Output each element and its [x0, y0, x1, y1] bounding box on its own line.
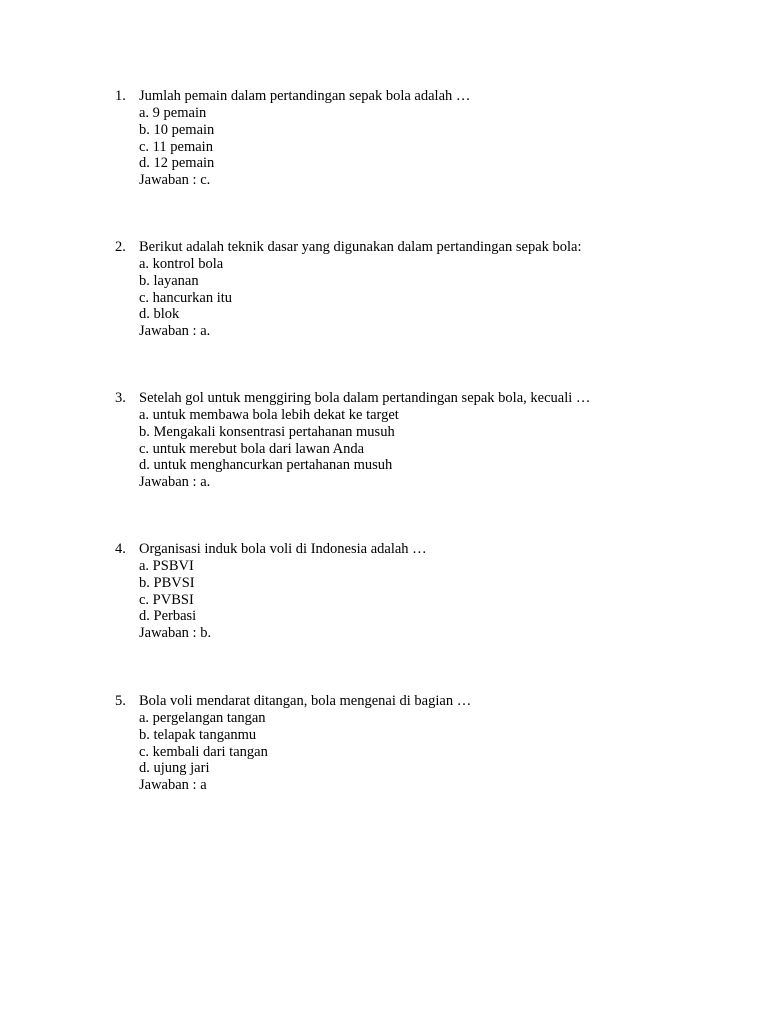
question-4	[115, 541, 735, 642]
option-list	[115, 558, 735, 625]
question-text: Bola voli mendarat ditangan, bola mengenai di bagian …	[139, 693, 472, 709]
question-text: Setelah gol untuk menggiring bola dalam pertandingan sepak bola, kecuali …	[139, 390, 591, 406]
option-a: a. pergelangan tangan	[139, 710, 266, 726]
question-5	[115, 693, 735, 794]
option-d: d. Perbasi	[139, 608, 197, 625]
question-line	[115, 88, 735, 105]
option-d: d. untuk menghancurkan pertahanan musuh	[139, 457, 393, 474]
question-line	[115, 693, 735, 710]
question-text: Berikut adalah teknik dasar yang digunakan dalam pertandingan sepak bola:	[139, 239, 582, 255]
option-list	[115, 105, 735, 172]
option-d: d. blok	[139, 306, 180, 323]
question-number: 3.	[115, 390, 126, 406]
question-number: 2.	[115, 239, 126, 255]
option-b: b. PBVSI	[139, 574, 195, 591]
answer-line: Jawaban : b.	[139, 625, 212, 642]
answer-line: Jawaban : c.	[139, 172, 211, 189]
question-line	[115, 390, 735, 407]
question-number: 1.	[115, 88, 126, 104]
answer-line: Jawaban : a.	[139, 323, 211, 340]
option-list	[115, 256, 735, 323]
option-d: d. 12 pemain	[139, 155, 215, 172]
question-text: Jumlah pemain dalam pertandingan sepak bola adalah …	[139, 88, 471, 104]
question-number: 4.	[115, 541, 126, 557]
option-c: c. 11 pemain	[139, 138, 213, 155]
option-c: c. PVBSI	[139, 591, 194, 608]
option-c: c. untuk merebut bola dari lawan Anda	[139, 440, 365, 457]
answer-line: Jawaban : a.	[139, 474, 211, 491]
question-3	[115, 390, 735, 491]
option-list	[115, 407, 735, 474]
option-a: a. 9 pemain	[139, 105, 207, 121]
option-b: b. layanan	[139, 272, 199, 289]
question-line	[115, 239, 735, 256]
option-a: a. PSBVI	[139, 558, 194, 574]
option-b: b. telapak tanganmu	[139, 726, 257, 743]
option-list	[115, 710, 735, 777]
question-line	[115, 541, 735, 558]
option-c: c. kembali dari tangan	[139, 743, 268, 760]
option-a: a. kontrol bola	[139, 256, 224, 272]
question-number: 5.	[115, 693, 126, 709]
option-b: b. Mengakali konsentrasi pertahanan musuh	[139, 423, 395, 440]
option-a: a. untuk membawa bola lebih dekat ke target	[139, 407, 399, 423]
option-d: d. ujung jari	[139, 760, 210, 777]
option-b: b. 10 pemain	[139, 121, 215, 138]
question-1	[115, 88, 735, 189]
answer-line: Jawaban : a	[139, 777, 207, 794]
option-c: c. hancurkan itu	[139, 289, 233, 306]
question-2	[115, 239, 735, 340]
question-text: Organisasi induk bola voli di Indonesia adalah …	[139, 541, 427, 557]
